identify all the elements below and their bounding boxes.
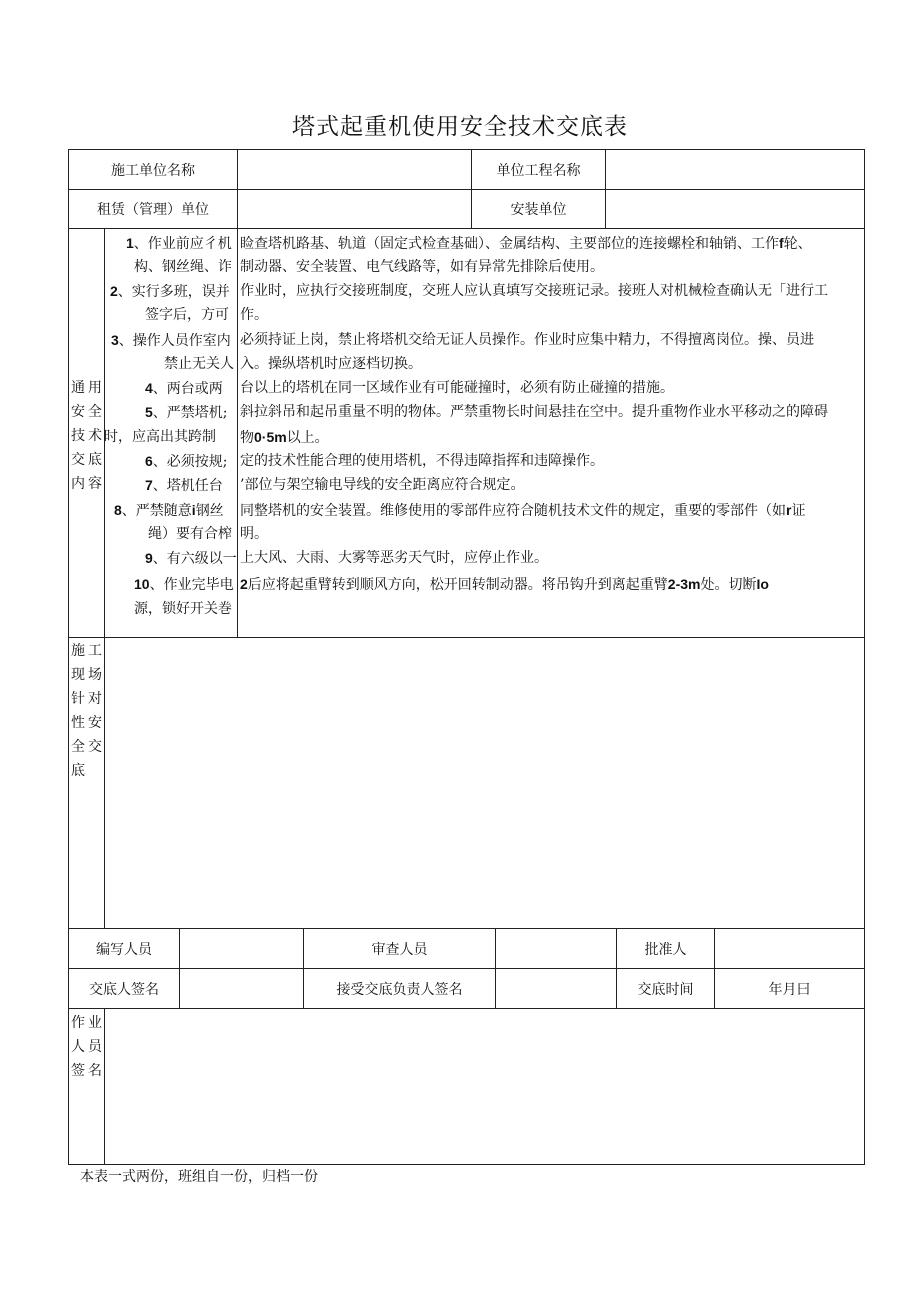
list-item-text: 明。 [240, 526, 268, 542]
footnote: 本表一式两份，班组自一份，归档一份 [80, 1169, 318, 1185]
list-item-text: 必须持证上岗，禁止将塔机交给无证人员操作。作业时应集中精力，不得擅离岗位。操、员进 [240, 332, 814, 348]
general-label-char: 容 [88, 476, 102, 492]
worker-label-char: 业 [88, 1015, 102, 1031]
site-label-char: 工 [88, 643, 102, 659]
general-label-char: 内 [71, 476, 85, 492]
list-item: 源，锁好开关巻 [134, 601, 232, 617]
list-item: 9、有六级以一 [145, 550, 237, 567]
list-item-text: 斜拉斜吊和起吊重量不明的物体。严禁重物长时间悬挂在空中。提升重物作业水平移动之的障碍 [240, 404, 828, 420]
worker-label-char: 名 [88, 1063, 102, 1079]
general-label-char: 技 [71, 428, 85, 444]
disclosure-time-label: 交底时间 [637, 981, 694, 998]
writer-label: 编写人员 [96, 941, 152, 958]
site-label-char: 场 [88, 667, 102, 683]
construction-unit-label: 施工单位名称 [111, 162, 195, 179]
list-item: 6、必须按规; [145, 453, 228, 470]
general-label-char: 全 [88, 404, 102, 420]
lease-unit-label: 租赁（管理）单位 [97, 202, 209, 218]
list-item: 8、严禁随意i钢丝 [114, 502, 224, 519]
worker-label-char: 作 [71, 1015, 85, 1031]
list-item: 签字后，方可 [145, 307, 229, 323]
general-label-char: 用 [88, 380, 102, 396]
list-item-text: 作业时，应执行交接班制度，交班人应认真填写交接班记录。接班人对机械检查确认无「进行工 [240, 283, 828, 299]
approver-value[interactable] [715, 929, 864, 968]
install-unit-value[interactable] [606, 190, 864, 228]
list-item: 时，应高出其跨制 [104, 429, 216, 445]
reviewer-label: 审查人员 [371, 941, 428, 958]
approver-label: 批准人 [644, 941, 687, 958]
worker-sign-area[interactable] [105, 1009, 864, 1164]
lease-unit-value[interactable] [238, 190, 471, 228]
list-item-text: ’部位与架空输电导线的安全距离应符合规定。 [240, 477, 525, 493]
site-label-char: 安 [88, 715, 102, 731]
list-item-text: 同整塔机的安全装置。维修使用的零部件应符合随机技术文件的规定，重要的零部件（如r证 [240, 502, 806, 519]
list-item: 1、作业前应彳机 [126, 235, 232, 252]
list-item: 7、塔机任台 [145, 477, 223, 494]
worker-label-char: 员 [88, 1039, 102, 1055]
discloser-sign-value[interactable] [180, 969, 303, 1008]
site-label-char: 施 [71, 643, 85, 659]
list-item: 3、操作人员作室内 [111, 332, 231, 349]
list-item-text: 入。操纵塔机时应逐档切换。 [240, 356, 422, 372]
list-item-text: 定的技术性能合理的使用塔机，不得违障指挥和违障操作。 [240, 453, 604, 469]
disclosure-date[interactable]: 年月曰 [768, 981, 811, 998]
site-label-char: 交 [88, 739, 102, 755]
worker-label-char: 签 [71, 1063, 85, 1079]
writer-value[interactable] [180, 929, 303, 968]
general-label-char: 安 [71, 404, 85, 420]
site-label-char: 现 [71, 667, 85, 683]
list-item: 4、两台或两 [145, 380, 223, 397]
reviewer-value[interactable] [496, 929, 616, 968]
list-item-text: 上大风、大雨、大雾等恶劣天气时，应停止作业。 [240, 550, 548, 566]
list-item-text: 台以上的塔机在同一区域作业有可能碰撞时，必须有防止碰撞的措施。 [240, 380, 674, 396]
site-label-char: 性 [71, 715, 85, 731]
site-label-char: 对 [88, 691, 102, 707]
page-title: 塔式起重机使用安全技术交底表 [292, 114, 628, 140]
receiver-sign-value[interactable] [496, 969, 616, 1008]
project-name-label: 单位工程名称 [496, 162, 581, 179]
list-item: 构、钢丝绳、诈 [134, 259, 232, 275]
list-item-text: 2后应将起重臂转到顺风方向，松开回转制动器。将吊钩升到离起重臂2-3m处。切断Io [240, 576, 769, 593]
site-label-char: 针 [71, 691, 85, 707]
construction-unit-value[interactable] [238, 150, 471, 189]
list-item: 禁止无关人 [164, 356, 234, 372]
general-label-char: 通 [71, 380, 85, 396]
general-label-char: 底 [88, 452, 102, 468]
project-name-value[interactable] [606, 150, 864, 189]
discloser-sign-label: 交底人签名 [89, 981, 159, 998]
site-label-char: 全 [71, 739, 85, 755]
list-item: 10、作业完毕电 [134, 576, 234, 593]
worker-label-char: 人 [71, 1039, 85, 1055]
general-label-char: 术 [88, 428, 102, 444]
site-label-char: 底 [71, 763, 85, 779]
site-disclosure-content[interactable] [105, 638, 864, 928]
list-item-text: 物0·5m以上。 [240, 429, 329, 446]
list-item: 5、严禁塔机; [145, 404, 228, 421]
list-item: 绳）要有合榨 [148, 526, 232, 542]
list-item-text: 睑查塔机路基、轨道（固定式检查基础）、金属结构、主要部位的连接螺栓和轴销、工作f轮、 [240, 235, 812, 252]
list-item-text: 作。 [240, 307, 268, 323]
list-item: 2、实行多班，误并 [110, 283, 230, 300]
receiver-sign-label: 接受交底负责人签名 [336, 981, 463, 998]
list-item-text: 制动器、安全装置、电气线路等，如有异常先排除后使用。 [240, 259, 604, 275]
general-label-char: 交 [71, 452, 85, 468]
install-unit-label: 安装单位 [510, 202, 567, 218]
